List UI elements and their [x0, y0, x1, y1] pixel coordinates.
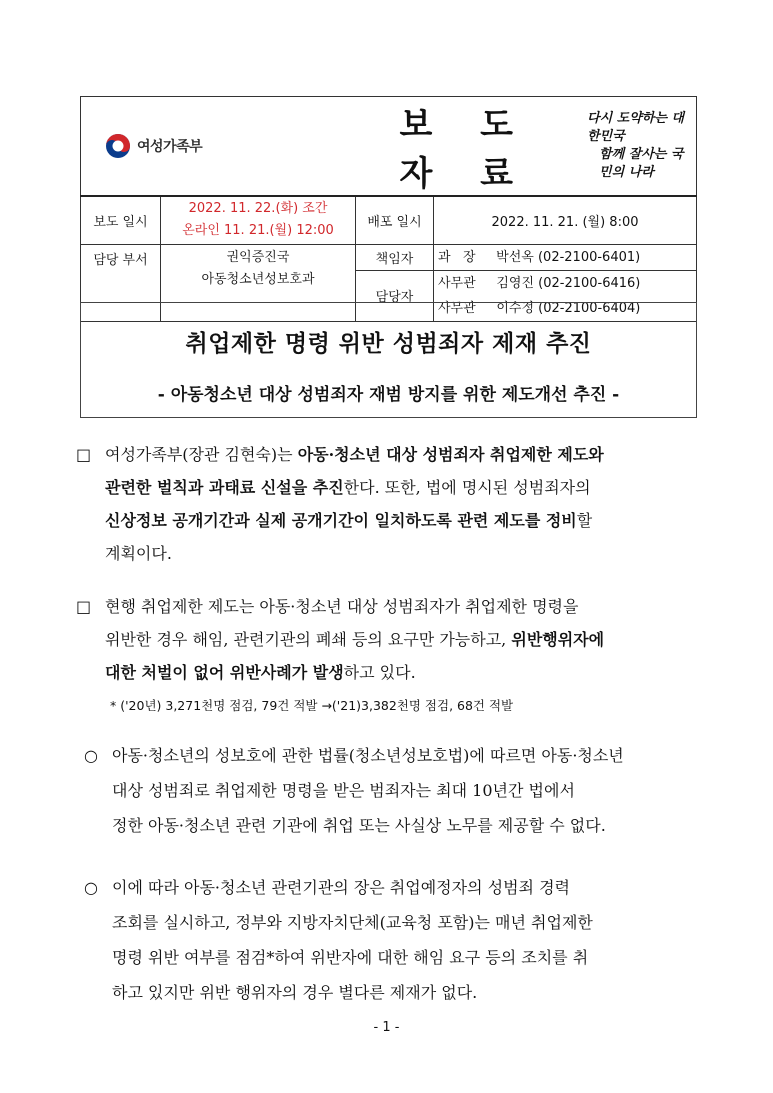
- c1-line-c: 정한 아동·청소년 관련 기관에 취업 또는 사실상 노무를 제공할 수 없다.: [112, 816, 606, 835]
- circle-bullet-2: ○: [84, 878, 98, 897]
- distribution-time: 2022. 11. 21. (월) 8:00: [434, 196, 697, 244]
- dept-label: 담당 부서: [81, 244, 161, 321]
- staff-contact-2: 사무관 이수정 (02-2100-6404): [434, 296, 697, 322]
- main-title: 취업제한 명령 위반 성범죄자 제재 추진: [185, 331, 592, 357]
- p1-bold-b: 아동·청소년 대상 성범죄자 취업제한 제도와: [297, 445, 604, 464]
- c1-line-a: 아동·청소년의 성보호에 관한 법률(청소년성보호법)에 따르면 아동·청소년: [112, 746, 624, 765]
- circle-bullet-1: ○: [84, 746, 98, 765]
- distribution-label: 배포 일시: [356, 196, 434, 244]
- p2-text-b: 위반한 경우 해임, 관련기관의 폐쇄 등의 요구만 가능하고,: [105, 630, 512, 649]
- square-bullet-2: □: [76, 597, 92, 616]
- footnote-statistics: * ('20년) 3,271천명 점검, 79건 적발 →('21)3,382천명 점검, 68건 적발: [110, 698, 514, 713]
- ministry-name: 여성가족부: [137, 139, 203, 155]
- c1-line-b: 대상 성범죄로 취업제한 명령을 받은 범죄자는 최대 10년간 법에서: [112, 781, 575, 800]
- p1-text-f: 할: [576, 511, 593, 530]
- paragraph-2: [76, 590, 704, 689]
- square-bullet-1: □: [76, 445, 92, 464]
- dept-bureau: 권익증진국: [226, 249, 290, 265]
- dept-division: 아동청소년성보호과: [201, 271, 315, 287]
- ministry-logo: [85, 133, 352, 159]
- c2-line-d: 하고 있지만 위반 행위자의 경우 별다른 제재가 없다.: [112, 983, 478, 1002]
- p1-bold-c: 관련한 벌칙과 과태료 신설을 추진: [105, 478, 344, 497]
- slogan-line-2: 함께 잘사는 국민의 나라: [599, 147, 684, 180]
- p1-bold-e: 신상정보 공개기간과 실제 공개기간이 일치하도록 관련 제도를 정비: [105, 511, 577, 530]
- p1-text-d: 한다. 또한, 법에 명시된 성범죄자의: [343, 478, 591, 497]
- c2-line-c: 명령 위반 여부를 점검*하여 위반자에 대한 해임 요구 등의 조치를 취: [112, 948, 589, 967]
- release-time-print: 2022. 11. 22.(화) 조간: [188, 201, 328, 217]
- government-slogan: [579, 110, 692, 182]
- paragraph-1: [76, 438, 704, 570]
- circle-item-1: [84, 738, 704, 843]
- release-label: 보도 일시: [81, 196, 161, 244]
- sub-title: - 아동청소년 대상 성범죄자 재범 방지를 위한 제도개선 추진 -: [157, 385, 620, 405]
- slogan-line-1: 다시 도약하는 대한민국: [587, 111, 684, 144]
- p1-text-a: 여성가족부(장관 김현숙)는: [105, 445, 298, 464]
- responsible-label: 책임자: [356, 244, 434, 270]
- c2-line-a: 이에 따라 아동·청소년 관련기관의 장은 취업예정자의 성범죄 경력: [112, 878, 571, 897]
- taeguk-icon: [105, 133, 131, 159]
- responsible-contact: 과 장 박선옥 (02-2100-6401): [434, 244, 697, 270]
- circle-item-2: [84, 870, 704, 1010]
- press-header: [80, 96, 697, 316]
- p2-text-e: 하고 있다.: [343, 663, 416, 682]
- page-number: - 1 -: [373, 1020, 400, 1035]
- release-time-online: 온라인 11. 21.(월) 12:00: [182, 223, 334, 239]
- c2-line-b: 조회를 실시하고, 정부와 지방자치단체(교육청 포함)는 매년 취업제한: [112, 913, 593, 932]
- staff-label: 담당자: [356, 270, 434, 321]
- p2-text-a: 현행 취업제한 제도는 아동·청소년 대상 성범죄자가 취업제한 명령을: [105, 597, 579, 616]
- p1-text-g: 계획이다.: [105, 544, 172, 563]
- staff-contact-1: 사무관 김영진 (02-2100-6416): [434, 270, 697, 296]
- release-time: [161, 196, 356, 244]
- p2-bold-d: 대한 처벌이 없어 위반사례가 발생: [105, 663, 344, 682]
- press-release-title: 보 도 자 료: [399, 105, 532, 194]
- p2-bold-c: 위반행위자에: [511, 630, 605, 649]
- title-box: [80, 302, 697, 418]
